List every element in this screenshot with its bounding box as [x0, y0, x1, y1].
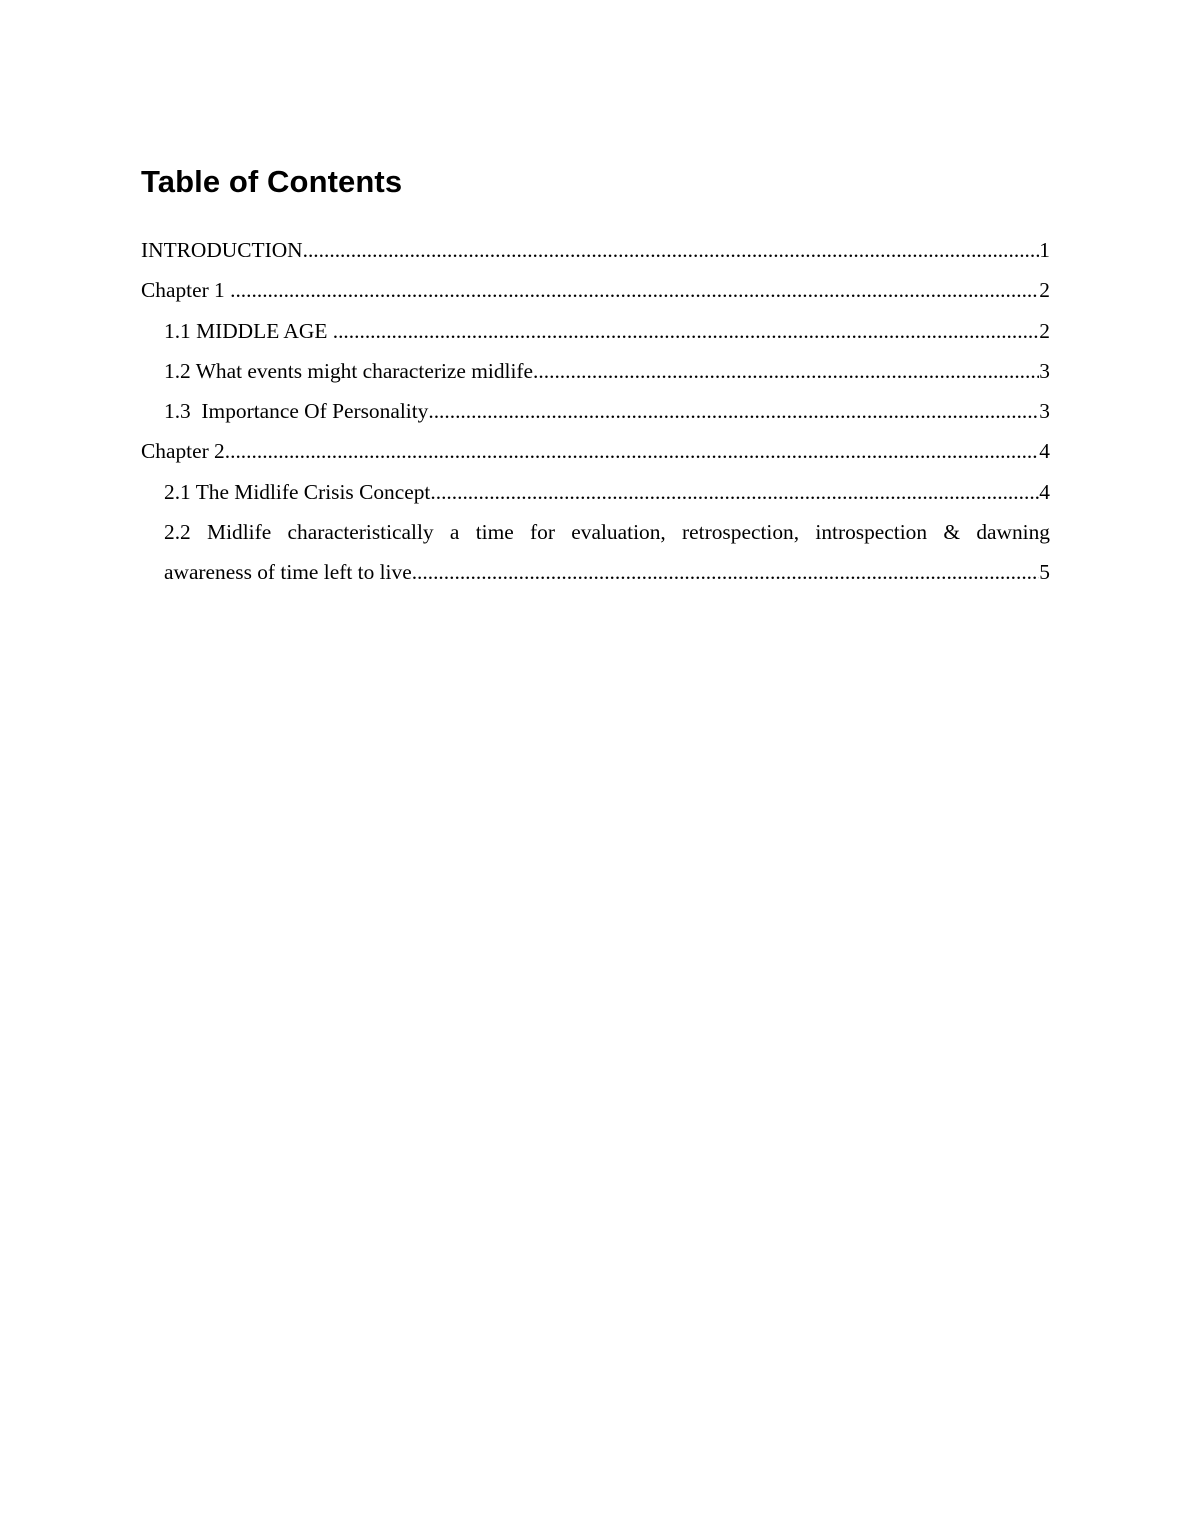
toc-entry-introduction[interactable] — [141, 230, 1050, 270]
dot-leader — [412, 552, 1040, 592]
toc-entry-label: 2.1 The Midlife Crisis Concept — [164, 479, 431, 504]
table-of-contents — [141, 160, 1050, 593]
toc-entry-line-2 — [164, 552, 1050, 592]
toc-entry-1-2[interactable] — [141, 351, 1050, 391]
toc-entry-1-1[interactable] — [141, 311, 1050, 351]
toc-page-number: 5 — [1039, 560, 1050, 585]
toc-page-number: 4 — [1039, 479, 1050, 504]
dot-leader — [230, 270, 1039, 310]
dot-leader — [333, 311, 1040, 351]
toc-entry-label: 1.3 Importance Of Personality — [164, 399, 429, 424]
dot-leader — [533, 351, 1039, 391]
dot-leader — [303, 230, 1040, 270]
toc-heading: Table of Contents — [141, 164, 403, 199]
dot-leader — [428, 391, 1039, 431]
toc-entry-label: 1.2 What events might characterize midlife — [164, 358, 534, 383]
dot-leader — [225, 431, 1040, 471]
toc-entry-label: Chapter 2 — [141, 439, 225, 464]
toc-entry-1-3[interactable] — [141, 391, 1050, 431]
toc-page-number: 3 — [1039, 358, 1050, 383]
toc-page-number: 3 — [1039, 399, 1050, 424]
toc-entry-label-line-2: awareness of time left to live — [164, 560, 412, 585]
toc-entry-chapter-2[interactable] — [141, 431, 1050, 471]
toc-entry-label-line-1: 2.2 Midlife characteristically a time for evaluation, retrospection, introspection & dawning — [164, 520, 1050, 545]
toc-entry-chapter-1[interactable] — [141, 270, 1050, 310]
toc-page-number: 4 — [1039, 439, 1050, 464]
toc-page-number: 2 — [1039, 318, 1050, 343]
toc-page-number: 1 — [1039, 238, 1050, 262]
dot-leader — [430, 472, 1039, 512]
toc-entry-label: Chapter 1 — [141, 278, 231, 303]
toc-list — [141, 230, 1050, 593]
toc-entry-label: INTRODUCTION — [141, 238, 303, 262]
toc-entry-label: 1.1 MIDDLE AGE — [164, 318, 333, 343]
toc-page-number: 2 — [1039, 278, 1050, 303]
toc-entry-2-2[interactable] — [141, 512, 1050, 593]
toc-entry-2-1[interactable] — [141, 472, 1050, 512]
